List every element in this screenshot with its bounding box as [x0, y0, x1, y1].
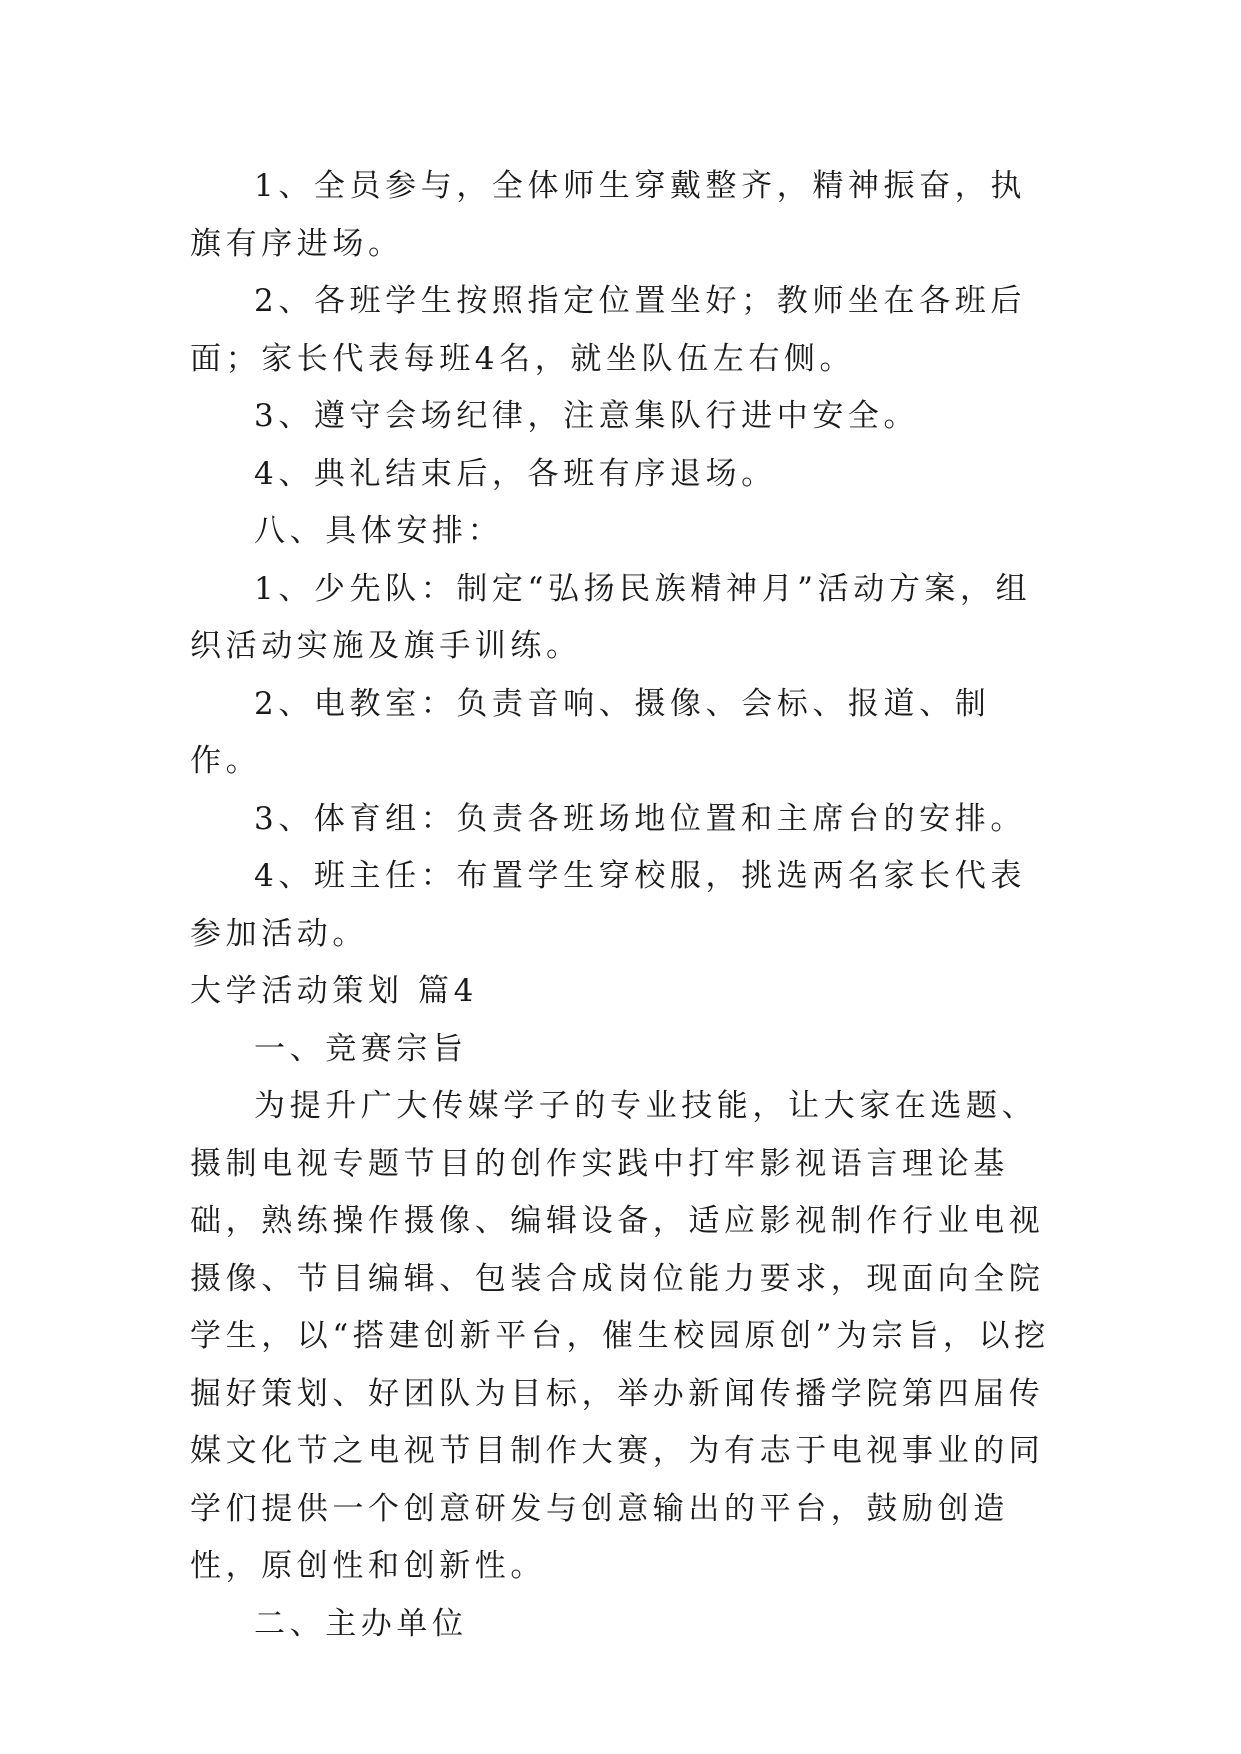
- paragraph: 1、全员参与，全体师生穿戴整齐，精神振奋，执旗有序进场。: [190, 168, 1026, 262]
- paragraph: 1、少先队：制定“弘扬民族精神月”活动方案，组织活动实施及旗手训练。: [190, 570, 1032, 664]
- article-title: 大学活动策划 篇4: [190, 973, 478, 1009]
- paragraph: 3、遵守会场纪律，注意集队行进中安全。: [254, 398, 920, 434]
- paragraph: 为提升广大传媒学子的专业技能，让大家在选题、摄制电视专题节目的创作实践中打牢影视语言理论基础，熟练操作摄像、编辑设备，适应影视制作行业电视摄像、节目编辑、包装合成岗位能力要求，现面向全院学生，以“搭建创新平台，催生校园原创”为宗旨，以挖掘好策划、好团队为目标，举办新闻传播学院第四届传媒文化节之电视节目制作大赛，为有志于电视事业的同学们提供一个创意研发与创意输出的平台，鼓励创造性，原创性和创新性。: [190, 1088, 1050, 1584]
- paragraph: 4、典礼结束后，各班有序退场。: [254, 455, 777, 492]
- section-heading: 八、具体安排：: [254, 513, 504, 549]
- paragraph: 3、体育组：负责各班场地位置和主席台的安排。: [254, 800, 1026, 837]
- paragraph: 2、电教室：负责音响、摄像、会标、报道、制作。: [190, 685, 991, 779]
- paragraph: 4、班主任：布置学生穿校服，挑选两名家长代表参加活动。: [190, 858, 1026, 952]
- document-body: [190, 158, 1060, 1653]
- paragraph: 2、各班学生按照指定位置坐好；教师坐在各班后面；家长代表每班4名，就坐队伍左右侧。: [190, 283, 1026, 377]
- section-heading: 一、竞赛宗旨: [254, 1030, 468, 1067]
- section-heading: 二、主办单位: [254, 1605, 468, 1642]
